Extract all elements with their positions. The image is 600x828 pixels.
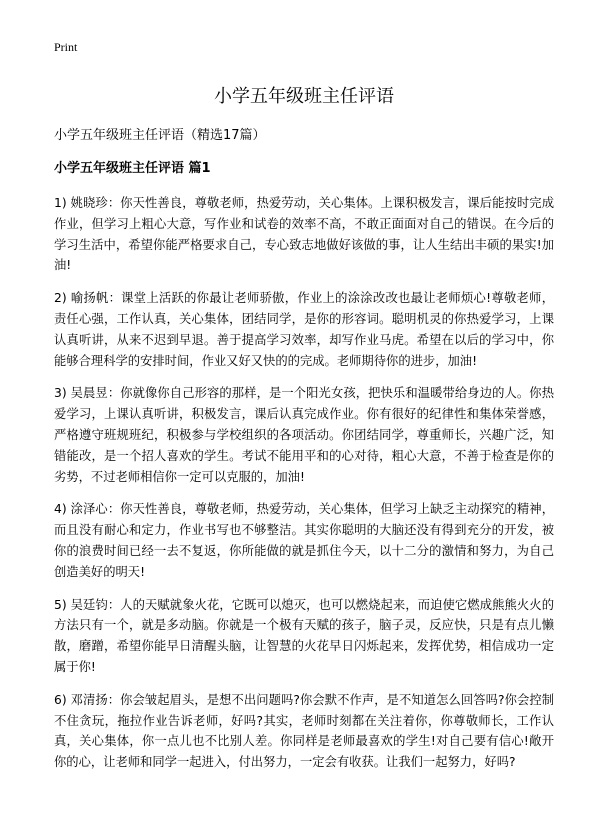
comment-entry-6: 6) 邓清扬：你会皱起眉头，是想不出问题吗?你会默不作声，是不知道怎么回答吗?你会控制不住贪玩，拖拉作业告诉老师，好吗?其实，老师时刻都在关注着你，你尊敬师长，工作认真，关心集体，你一点儿也不比别人差。你同样是老师最喜欢的学生!对自己要有信心!敞开你的心，让老师和同学一起进入，付出努力，一定会有收获。让我们一起努力，好吗? [54, 692, 554, 770]
comment-entry-5: 5) 吴廷钧：人的天赋就象火花，它既可以熄灭，也可以燃烧起来，而迫使它燃成熊熊火火的方法只有一个，就是多动脑。你就是一个极有天赋的孩子，脑子灵，反应快，只是有点儿懒散，磨蹭，希望你能早日清醒头脑，让智慧的火花早日闪烁起来，发挥优势，相信成功一定属于你! [54, 597, 554, 674]
comment-entry-1: 1) 姚晓珍：你天性善良，尊敬老师，热爱劳动，关心集体。上课积极发言，课后能按时完成作业，但学习上粗心大意，写作业和试卷的效率不高，不敢正面面对自己的错误。在今后的学习生活中，希望你能严格要求自己，专心致志地做好该做的事，让人生结出丰硕的果实!加油! [54, 196, 554, 273]
comment-entry-2: 2) 喻扬帆：课堂上活跃的你最让老师骄傲，作业上的涂涂改改也最让老师烦心!尊敬老师，责任心强，工作认真，关心集体，团结同学，是你的形容词。聪明机灵的你热爱学习，上课认真听讲，从来不迟到早退。善于提高学习效率，却写作业马虎。希望在以后的学习中，你能够合理科学的安排时间，作业又好又快的的完成。老师期待你的进步，加油! [54, 291, 554, 368]
document-subtitle: 小学五年级班主任评语（精选17篇） [54, 128, 266, 143]
section-heading: 小学五年级班主任评语 篇1 [54, 161, 211, 176]
comment-entry-3: 3) 吴晨昱：你就像你自己形容的那样，是一个阳光女孩，把快乐和温暖带给身边的人。你热爱学习，上课认真听讲，积极发言，课后认真完成作业。你有很好的纪律性和集体荣誉感，严格遵守班规班纪，积极参与学校组织的各项活动。你团结同学，尊重师长，兴趣广泛，知错能改，是一个招人喜欢的学生。考试不能用平和的心对待，粗心大意，不善于检查是你的劣势，不过老师相信你一定可以克服的，加油! [54, 386, 554, 484]
print-link[interactable]: Print [54, 40, 78, 54]
page-title: 小学五年级班主任评语 [214, 86, 394, 107]
comment-entry-4: 4) 涂泽心：你天性善良，尊敬老师，热爱劳动，关心集体，但学习上缺乏主动探究的精神，而且没有耐心和定力，作业书写也不够整洁。其实你聪明的大脑还没有得到充分的开发，被你的浪费时间已经一去不复返，你所能做的就是抓住今天，以十二分的激情和努力，为自己创造美好的明天! [54, 502, 554, 579]
